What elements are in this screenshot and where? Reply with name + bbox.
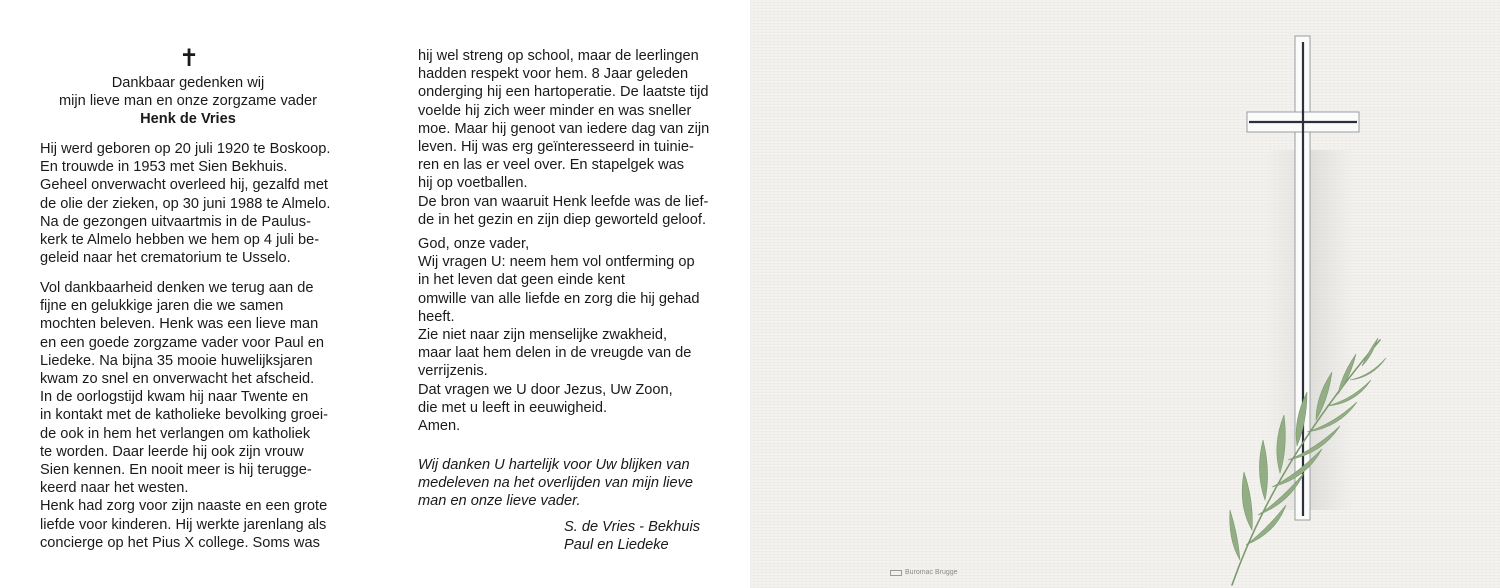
text-line: hij wel streng op school, maar de leerlingen	[418, 48, 699, 64]
biography-paragraph-2	[40, 279, 336, 552]
text-line: de ook in hem het verlangen om katholiek	[40, 425, 311, 442]
heading-line: mijn lieve man en onze zorgzame vader	[59, 93, 317, 110]
text-line: Liedeke. Na bijna 35 mooie huwelijksjaren	[40, 352, 313, 369]
text-line: te worden. Daar leerde hij ook zijn vrouw	[40, 443, 304, 460]
signature	[564, 518, 700, 554]
text-line: Wij danken U hartelijk voor Uw blijken van	[418, 457, 690, 473]
thanks-note	[418, 456, 718, 511]
biography-paragraph-1	[40, 140, 336, 267]
text-line: fijne en gelukkige jaren die we samen	[40, 298, 284, 315]
text-line: God, onze vader,	[418, 236, 530, 252]
text-line: kwam zo snel en onverwacht het afscheid.	[40, 371, 315, 388]
signature-line: Paul en Liedeke	[564, 537, 669, 554]
text-line: Wij vragen U: neem hem vol ontferming op	[418, 254, 695, 271]
text-line: liefde voor kinderen. Hij werkte jarenlang als	[40, 516, 327, 533]
text-line: concierge op het Pius X college. Soms was	[40, 534, 320, 551]
middle-page	[378, 0, 750, 588]
text-line: in het leven dat geen einde kent	[418, 272, 625, 289]
text-line: omwille van alle liefde en zorg die hij gehad	[418, 290, 700, 307]
text-line: en een goede zorgzame vader voor Paul en	[40, 334, 324, 351]
text-line: hij op voetballen.	[418, 175, 528, 192]
left-page	[0, 0, 378, 588]
printer-name: Buromac Brugge	[905, 569, 958, 576]
deceased-name: Henk de Vries	[140, 111, 236, 128]
text-line: Hij werd geboren op 20 juli 1920 te Boskoop.	[40, 141, 331, 157]
cover-page	[750, 0, 1500, 588]
text-line: in kontakt met de katholieke bevolking groei-	[40, 407, 328, 424]
text-line: man en onze lieve vader.	[418, 493, 581, 510]
text-line: heeft.	[418, 308, 455, 325]
printer-logo-icon	[890, 570, 902, 576]
text-line: hadden respekt voor hem. 8 Jaar geleden	[418, 66, 689, 83]
text-line: moe. Maar hij genoot van iedere dag van zijn	[418, 120, 710, 137]
text-line: Geheel onverwacht overleed hij, gezalfd met	[40, 177, 328, 194]
text-line: De bron van waaruit Henk leefde was de lief-	[418, 193, 709, 210]
text-line: die met u leeft in eeuwigheid.	[418, 399, 608, 416]
text-line: In de oorlogstijd kwam hij naar Twente en	[40, 389, 309, 406]
text-line: keerd naar het westen.	[40, 480, 189, 497]
heading-line: Dankbaar gedenken wij	[111, 75, 265, 91]
cross-illustration	[750, 0, 1500, 588]
text-line: Amen.	[418, 418, 461, 435]
text-line: medeleven na het overlijden van mijn lieve	[418, 475, 694, 492]
text-line: de olie der zieken, op 30 juni 1988 te Almelo.	[40, 195, 331, 212]
biography-continued	[418, 47, 713, 229]
text-line: Dat vragen we U door Jezus, Uw Zoon,	[418, 381, 673, 398]
heading	[40, 74, 336, 129]
text-line: kerk te Almelo hebben we hem op 4 juli be-	[40, 232, 320, 249]
text-line: Zie niet naar zijn menselijke zwakheid,	[418, 327, 668, 344]
prayer	[418, 235, 718, 435]
text-line: voelde hij zich weer minder en was sneller	[418, 102, 692, 119]
text-line: maar laat hem delen in de vreugde van de	[418, 345, 692, 362]
text-line: En trouwde in 1953 met Sien Bekhuis.	[40, 159, 288, 176]
text-line: Vol dankbaarheid denken we terug aan de	[40, 280, 314, 296]
text-line: onderging hij een hartoperatie. De laatste tijd	[418, 84, 709, 101]
text-line: verrijzenis.	[418, 363, 488, 380]
text-line: leven. Hij was erg geïnteresseerd in tuinie-	[418, 139, 694, 156]
text-line: Na de gezongen uitvaartmis in de Paulus-	[40, 213, 311, 230]
cross-symbol: ✝	[178, 44, 200, 72]
text-line: Sien kennen. En nooit meer is hij terugge-	[40, 462, 312, 479]
text-line: mochten beleven. Henk was een lieve man	[40, 316, 319, 333]
signature-line: S. de Vries - Bekhuis	[564, 519, 701, 535]
text-line: geleid naar het crematorium te Usselo.	[40, 250, 291, 267]
text-line: ren en las er veel over. En stapelgek was	[418, 157, 685, 174]
printer-mark	[890, 569, 958, 576]
text-line: de in het gezin en zijn diep geworteld geloof.	[418, 211, 707, 228]
text-line: Henk had zorg voor zijn naaste en een grote	[40, 498, 328, 515]
